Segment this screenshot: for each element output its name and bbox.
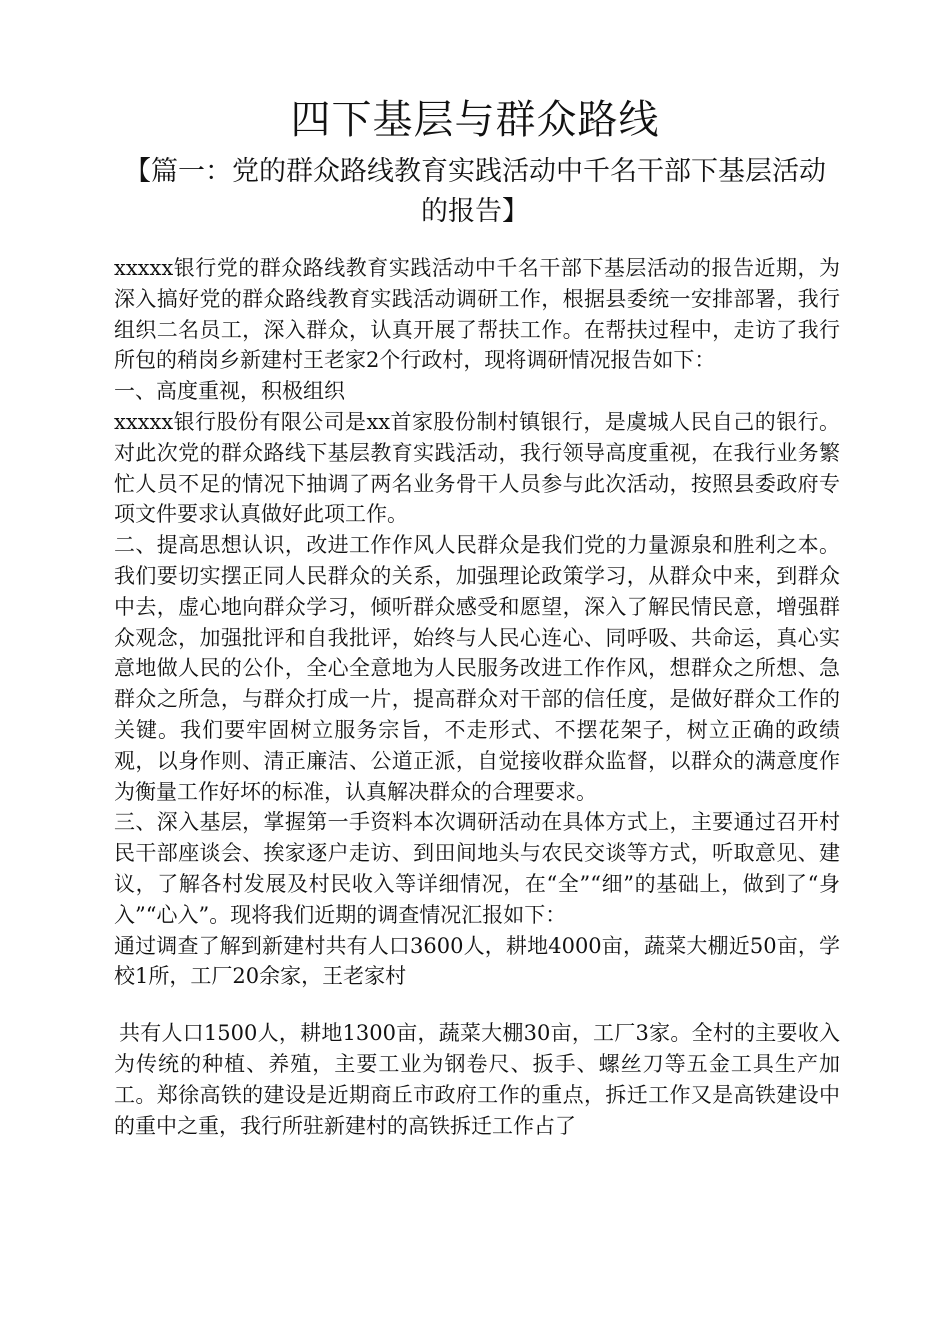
document-title: 四下基层与群众路线 (290, 97, 660, 143)
paragraph-intro: xxxxx银行党的群众路线教育实践活动中千名干部下基层活动的报告近期，为深入搞好党的群众路线教育实践活动调研工作，根据县委统一安排部署，我行组织二名员工，深入群众，认真开展了帮扶工作。在帮扶过程中，走访了我行所包的稍岗乡新建村王老家2个行政村，现将调研情况报告如下： (114, 256, 840, 373)
paragraph-gap (114, 992, 840, 1018)
paragraph-section-1: xxxxx银行股份有限公司是xx首家股份制村镇银行，是虞城人民自己的银行。对此次党的群众路线下基层教育实践活动，我行领导高度重视，在我行业务繁忙人员不足的情况下抽调了两名业务骨干人员参与此次活动，按照县委政府专项文件要求认真做好此项工作。 (114, 409, 840, 527)
paragraph-section-2: 二、提高思想认识，改进工作作风人民群众是我们党的力量源泉和胜利之本。我们要切实摆正同人民群众的关系，加强理论政策学习，从群众中来，到群众中去，虚心地向群众学习，倾听群众感受和愿望，深入了解民情民意，增强群众观念，加强批评和自我批评，始终与人民心连心、同呼吸、共命运，真心实意地做人民的公仆，全心全意地为人民服务改进工作作风，想群众之所想、急群众之所急，与群众打成一片，提高群众对干部的信任度，是做好群众工作的关键。我们要牢固树立服务宗旨，不走形式、不摆花架子，树立正确的政绩观，以身作则、清正廉洁、公道正派，自觉接收群众监督，以群众的满意度作为衡量工作好坏的标准，认真解决群众的合理要求。 (114, 533, 840, 804)
document-body (114, 253, 840, 1141)
paragraph-section-3: 三、深入基层，掌握第一手资料本次调研活动在具体方式上，主要通过召开村民干部座谈会、挨家逐户走访、到田间地头与农民交谈等方式，听取意见、建议，了解各村发展及村民收入等详细情况，在“全”“细”的基础上，做到了“身入”“心入”。现将我们近期的调查情况汇报如下： (114, 810, 840, 927)
section-heading-1: 一、高度重视，积极组织 (114, 379, 345, 404)
paragraph-village-details: 共有人口1500人，耕地1300亩，蔬菜大棚30亩，工厂3家。全村的主要收入为传统的种植、养殖，主要工业为钢卷尺、扳手、螺丝刀等五金工具生产加工。郑徐高铁的建设是近期商丘市政府工作的重点，拆迁工作又是高铁建设中的重中之重，我行所驻新建村的高铁拆迁工作占了 (114, 1021, 840, 1138)
document-subtitle: 【篇一：党的群众路线教育实践活动中千名干部下基层活动的报告】 (124, 156, 826, 227)
paragraph-survey: 通过调查了解到新建村共有人口3600人，耕地4000亩，蔬菜大棚近50亩，学校1所，工厂20余家，王老家村 (114, 933, 840, 989)
